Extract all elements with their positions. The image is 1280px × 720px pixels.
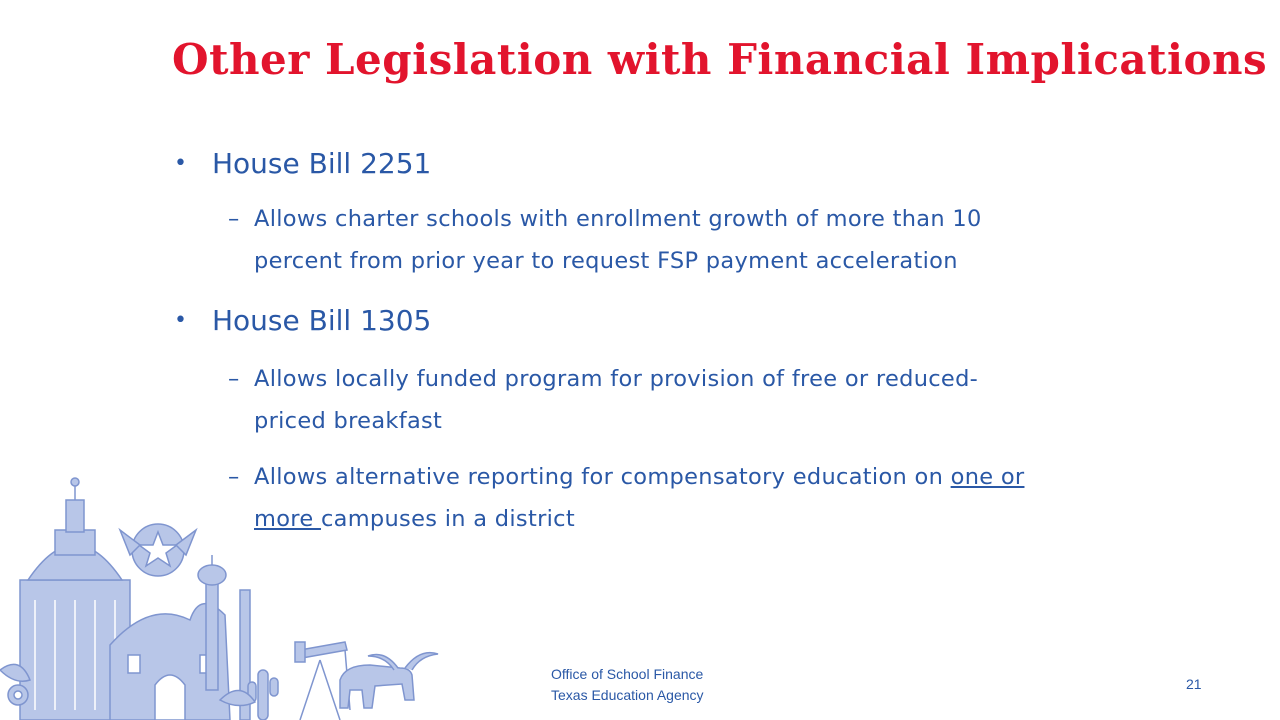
footer-agency-name: Texas Education Agency: [551, 687, 704, 703]
sub-bullet-dash: –: [228, 206, 240, 232]
sub-bullet-text-line: Allows charter schools with enrollment growth of more than 10: [254, 206, 982, 232]
underlined-phrase: more: [254, 506, 321, 532]
longhorn-icon: [340, 653, 438, 708]
seal-icon: [120, 524, 196, 576]
flower-icon: [8, 685, 28, 705]
sub-bullet-text-line: Allows locally funded program for provision of free or reduced-: [254, 366, 979, 392]
sub-bullet-text-segment: Allows alternative reporting for compensatory education on: [254, 464, 951, 490]
bullet-dot: •: [174, 308, 187, 333]
footer-office-name: Office of School Finance: [551, 666, 704, 682]
bullet-text: House Bill 2251: [212, 147, 432, 180]
slide-number: 21: [1186, 676, 1202, 692]
bullet-dot: •: [174, 151, 187, 176]
bullet-text: House Bill 1305: [212, 304, 432, 337]
underlined-phrase: one or: [950, 464, 1025, 490]
sub-bullet-dash: –: [228, 366, 240, 392]
texas-landmarks-illustration: [0, 470, 440, 720]
sub-bullet-text-line: priced breakfast: [254, 408, 443, 434]
sub-bullet-text-line: percent from prior year to request FSP payment acceleration: [254, 248, 958, 274]
slide-title: Other Legislation with Financial Implications: [172, 35, 1268, 84]
footer-office: [551, 664, 704, 706]
sub-bullet-text-segment: campuses in a district: [320, 506, 575, 532]
cactus-icon: [248, 670, 278, 720]
sub-bullet-dash: –: [228, 464, 240, 490]
